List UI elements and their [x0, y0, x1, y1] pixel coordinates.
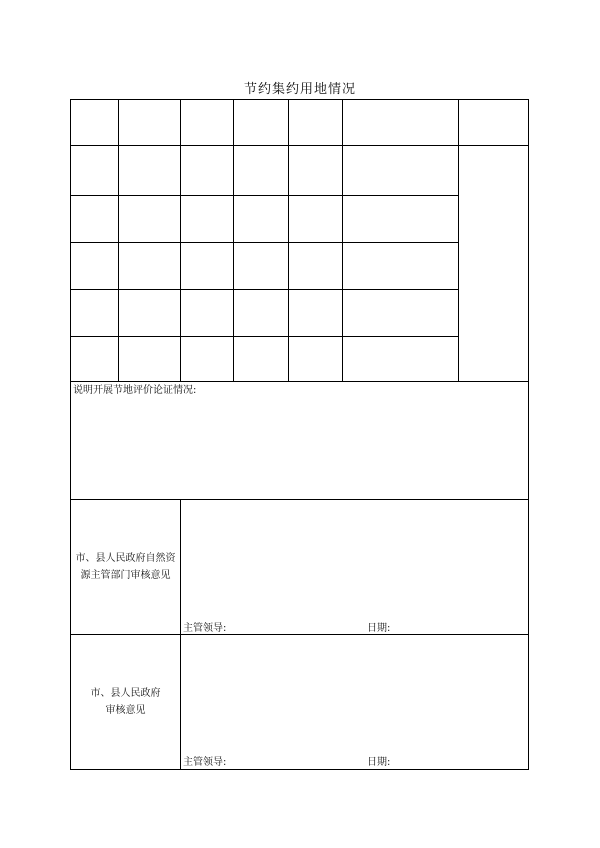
grid-col-line [288, 99, 289, 382]
grid-col-line [342, 99, 343, 382]
grid-col-line [233, 99, 234, 382]
grid-row-line [70, 195, 459, 196]
grid-row-line [70, 336, 459, 337]
grid-row-line [70, 242, 459, 243]
grid-col-line [180, 99, 181, 382]
table-border-bottom [70, 769, 529, 770]
date-label: 日期: [367, 757, 391, 768]
table-border-right [528, 99, 529, 770]
leader-label: 主管领导: [183, 623, 227, 634]
grid-col-line [118, 99, 119, 382]
form-title: 节约集约用地情况 [243, 82, 356, 97]
review-label-line: 市、县人民政府自然资 [75, 553, 176, 564]
section-divider [70, 499, 529, 500]
table-border-left [70, 99, 71, 770]
grid-row-line [70, 289, 459, 290]
grid-row-line [70, 381, 529, 382]
leader-label: 主管领导: [183, 757, 227, 768]
review-label-gov [71, 685, 180, 719]
date-label: 日期: [367, 623, 391, 634]
evaluation-label: 说明开展节地评价论证情况: [73, 385, 197, 396]
review-label-line: 审核意见 [105, 705, 146, 716]
review-label-nr-dept [71, 550, 180, 584]
grid-col-line [458, 99, 459, 382]
grid-row-line [70, 145, 529, 146]
review-label-line: 市、县人民政府 [90, 688, 161, 699]
section-divider [70, 634, 529, 635]
review-label-line: 源主管部门审核意见 [80, 570, 171, 581]
table-border-top [70, 99, 529, 100]
